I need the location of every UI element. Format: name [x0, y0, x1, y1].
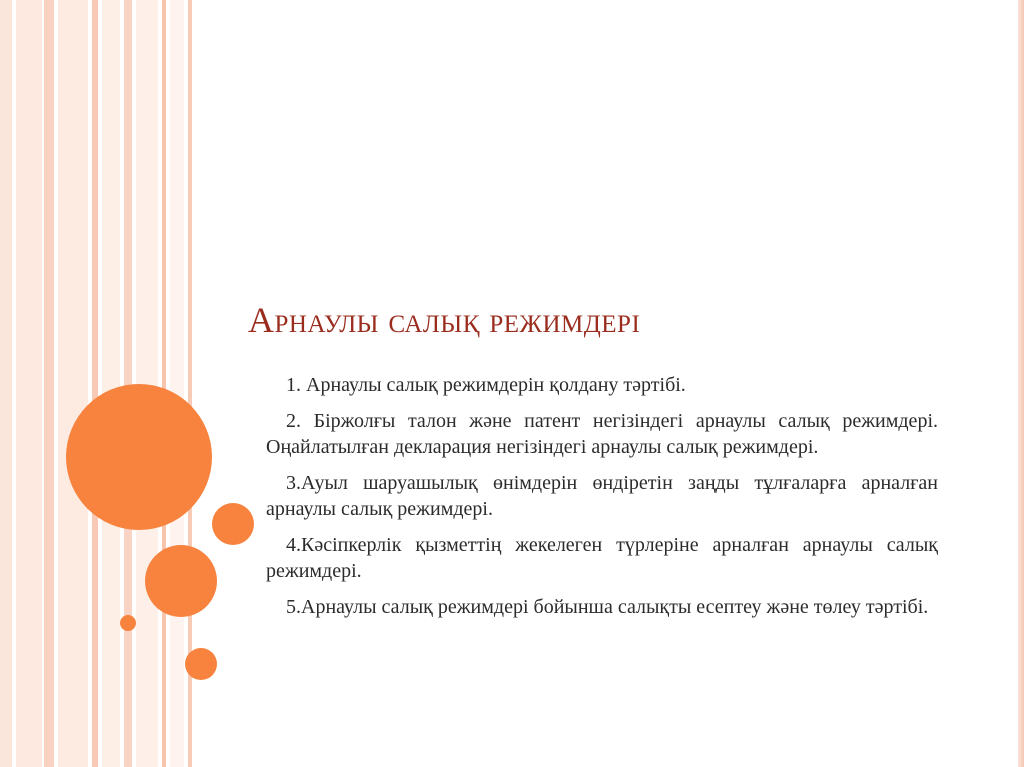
stripe	[58, 0, 88, 767]
slide-title: Арнаулы салық режимдері	[248, 300, 641, 340]
decorative-stripes	[0, 0, 200, 767]
list-item: 3.Ауыл шаруашылық өнімдерін өндіретін заңды тұлғаларға арналған арнаулы салық режимдері.	[266, 472, 938, 520]
stripe	[16, 0, 42, 767]
tiny-circle-decoration	[120, 615, 136, 631]
list-item: 5.Арнаулы салық режимдері бойынша салықты есептеу және төлеу тәртібі.	[286, 596, 929, 618]
list-item: 2. Біржолғы талон және патент негізіндегі арнаулы салық режимдері. Оңайлатылған декларация негізіндегі арнаулы салық режимдері.	[266, 410, 938, 458]
slide-content-list	[266, 372, 938, 630]
small-circle-decoration-bottom	[185, 648, 217, 680]
stripe	[44, 0, 54, 767]
right-edge-stripe	[1018, 0, 1024, 767]
list-item: 4.Кәсіпкерлік қызметтің жекелеген түрлеріне арналған арнаулы салық режимдері.	[266, 534, 938, 582]
list-item: 1. Арнаулы салық режимдерін қолдану тәртібі.	[286, 374, 686, 396]
large-circle-decoration	[66, 384, 212, 530]
small-circle-decoration	[212, 503, 254, 545]
stripe	[170, 0, 184, 767]
medium-circle-decoration	[145, 545, 217, 617]
stripe	[162, 0, 166, 767]
stripe	[92, 0, 98, 767]
stripe	[102, 0, 120, 767]
stripe	[0, 0, 12, 767]
